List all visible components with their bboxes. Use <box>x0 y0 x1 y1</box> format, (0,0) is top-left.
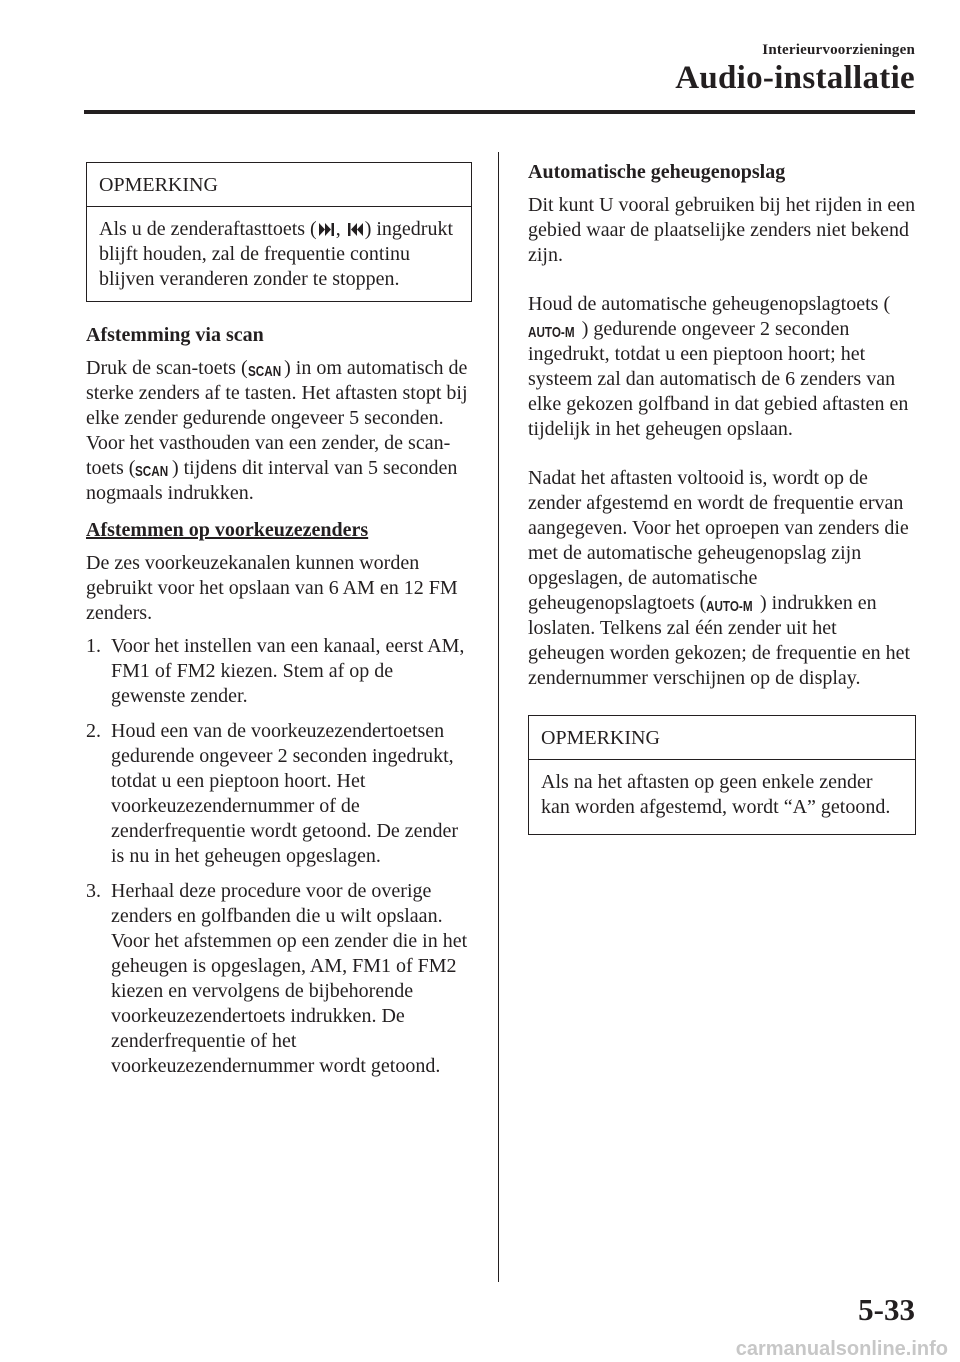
scan-button-icon: SCAN <box>135 463 169 480</box>
preset-steps <box>86 634 472 1079</box>
step-number: 2. <box>86 720 101 742</box>
note-body: Als na het aftasten op geen enkele zender kan worden afgestemd, wordt “A” getoond. <box>541 771 891 818</box>
step-text: Houd een van de voorkeuzezendertoetsen gedurende ongeveer 2 seconden ingedrukt, totdat u een pieptoon hoort. Het voorkeuzezendernummer of de zenderfrequentie wordt getoond. De zender is nu in het geheugen opgeslagen. <box>111 720 459 867</box>
scan-text-part: Druk de scan-toets ( <box>86 357 248 379</box>
watermark: carmanualsonline.info <box>735 1338 948 1360</box>
auto-store-instructions <box>528 292 916 442</box>
scan-button-icon: SCAN <box>247 363 281 380</box>
column-divider <box>498 152 499 1282</box>
track-forward-icon <box>318 222 335 237</box>
auto-store-heading: Automatische geheugenopslag <box>528 161 786 183</box>
section-label: Interieurvoorzieningen <box>762 42 915 58</box>
note-body <box>87 207 471 301</box>
auto-store-intro: Dit kunt U vooral gebruiken bij het rijden in een gebied waar de plaatselijke zenders niet bekend zijn. <box>528 194 916 266</box>
step-text: Voor het instellen van een kanaal, eerst AM, FM1 of FM2 kiezen. Stem af op de gewenste zender. <box>111 635 465 707</box>
header-divider <box>84 110 915 114</box>
note-title: OPMERKING <box>529 716 915 760</box>
preset-intro: De zes voorkeuzekanalen kunnen worden gebruikt voor het opslaan van 6 AM en 12 FM zenders. <box>86 552 458 624</box>
preset-heading: Afstemmen op voorkeuzezenders <box>86 519 369 541</box>
page-title: Audio-installatie <box>675 60 915 96</box>
page-number: 5-33 <box>858 1292 915 1327</box>
auto-text-part: ) indrukken en loslaten. Telkens zal één zender uit het geheugen worden gekozen; de frequentie en het zendernummer verschijnen op de display. <box>528 592 911 689</box>
list-item <box>86 719 472 869</box>
note-text-part: Als u de zenderaftasttoets ( <box>99 218 317 240</box>
note-title: OPMERKING <box>87 163 471 207</box>
scan-heading: Afstemming via scan <box>86 324 264 346</box>
auto-m-button-icon: AUTO-M <box>706 598 753 615</box>
scan-text-part: ) in om automatisch de sterke zenders af te tasten. Het aftasten stopt bij elke zender gedurende ongeveer 5 seconden. Voor het vasthouden van een zender, de scan-toets ( <box>86 357 468 479</box>
list-item <box>86 879 472 1079</box>
note-text-part: ) ingedrukt blijft houden, zal de frequentie continu blijven veranderen zonder te stoppen. <box>99 218 454 290</box>
right-column <box>528 160 916 835</box>
scan-text-part: ) tijdens dit interval van 5 seconden nogmaals indrukken. <box>86 457 458 504</box>
auto-text-part: Houd de automatische geheugenopslagtoets ( <box>528 293 891 315</box>
step-text: Herhaal deze procedure voor de overige zenders en golfbanden die u wilt opslaan. Voor het afstemmen op een zender die in het geheugen is opgeslagen, AM, FM1 of FM2 kiezen en vervolgens de bijbehorende voorkeuzezendertoets indrukken. De zenderfrequentie of het voorkeuzezendernummer wordt getoond. <box>111 880 468 1077</box>
auto-m-button-icon: AUTO-M <box>528 324 575 341</box>
left-column <box>86 162 472 1089</box>
auto-text-part: ) gedurende ongeveer 2 seconden ingedrukt, totdat u een pieptoon hoort; het systeem zal dan automatisch de 6 zenders van elke gekozen golfband in dat gebied aftasten en tijdelijk in het geheugen opslaan. <box>528 318 909 440</box>
note-box-seek <box>86 162 472 302</box>
auto-store-recall <box>528 466 916 691</box>
note-separator: , <box>335 218 341 240</box>
track-back-icon <box>347 222 364 237</box>
auto-text-part: Nadat het aftasten voltooid is, wordt op de zender afgestemd en wordt de frequentie ervan aangegeven. Voor het oproepen van zenders die met de automatische geheugenopslag zijn opgeslagen, de automatische geheugenopslagtoets ( <box>528 467 909 614</box>
scan-paragraph <box>86 356 472 506</box>
note-box-auto <box>528 715 916 835</box>
list-item <box>86 634 472 709</box>
step-number: 1. <box>86 635 101 657</box>
step-number: 3. <box>86 880 101 902</box>
